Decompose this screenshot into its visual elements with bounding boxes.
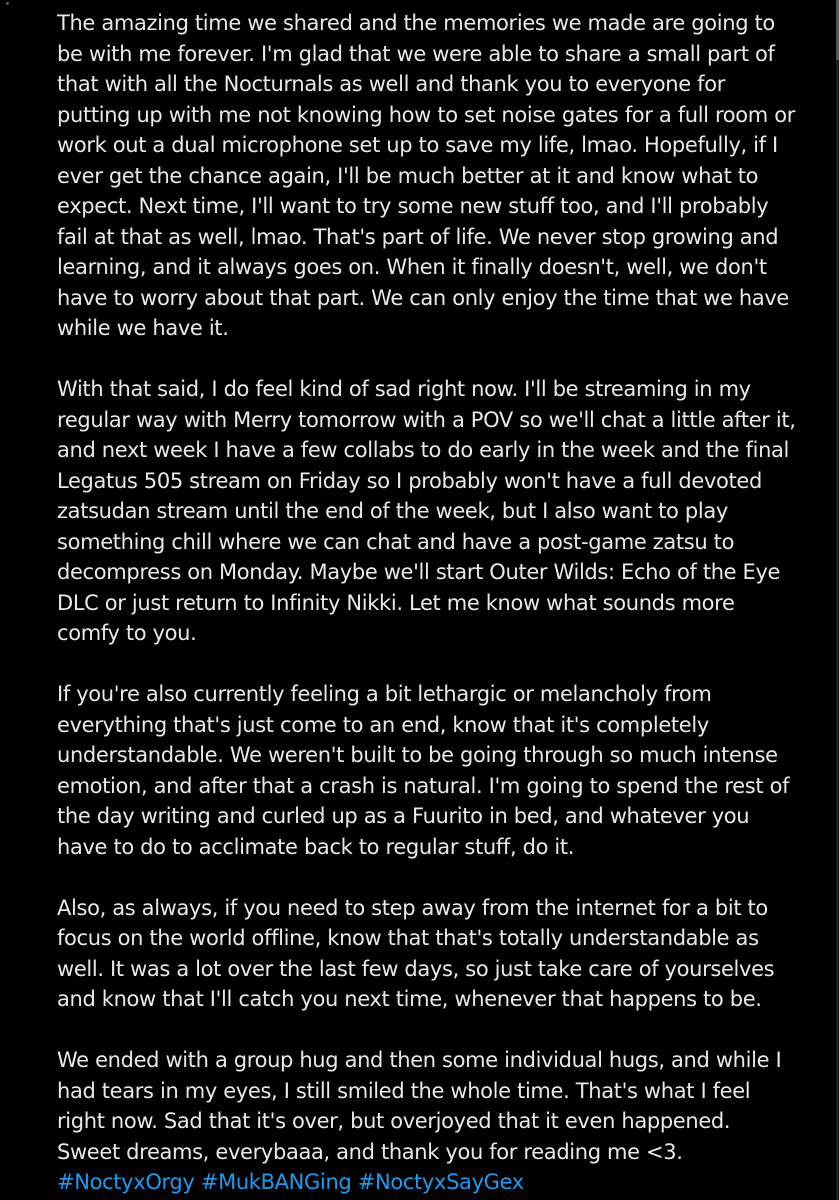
post-paragraph-2: With that said, I do feel kind of sad right now. I'll be streaming in my regular way with Merry tomorrow with a POV so we'll chat a little after it, and next week I have a few collabs to do early in the week and the final Legatus 505 stream on Friday so I probably won't have a full devoted zatsudan stream until the end of the week, but I also want to play something chill where we can chat and have a post-game zatsu to decompress on Monday. Maybe we'll start Outer Wilds: Echo of the Eye DLC or just return to Infinity Nikki. Let me know what sounds more comfy to you. (57, 377, 796, 645)
post-paragraph-5: We ended with a group hug and then some individual hugs, and while I had tears in my eyes, I still smiled the whole time. That's what I feel right now. Sad that it's over, but overjoyed that it even happened. Sweet dreams, everybaaa, and thank you for reading me <3. (57, 1048, 782, 1164)
hashtag-link-noctyxsaygex[interactable]: #NoctyxSayGex (357, 1170, 524, 1194)
hashtag-link-mukbanging[interactable]: #MukBANGing (200, 1170, 352, 1194)
hashtag-link-noctyxorgy[interactable]: #NoctyxOrgy (57, 1170, 195, 1194)
post-text-body (57, 8, 797, 1198)
post-paragraph-3: If you're also currently feeling a bit lethargic or melancholy from everything that's just come to an end, know that it's completely understandable. We weren't built to be going through so much intense emotion, and after that a crash is natural. I'm going to spend the rest of the day writing and curled up as a Fuurito in bed, and whatever you have to do to acclimate back to regular stuff, do it. (57, 682, 790, 859)
post-paragraph-4: Also, as always, if you need to step away from the internet for a bit to focus on the world offline, know that that's totally understandable as well. It was a lot over the last few days, so just take care of yourselves and know that I'll catch you next time, whenever that happens to be. (57, 895, 775, 1011)
hashtag-row (57, 1167, 797, 1198)
post-paragraph-1: The amazing time we shared and the memories we made are going to be with me forever. I'm glad that we were able to share a small part of that with all the Nocturnals as well and thank you to everyone for putting up with me not knowing how to set noise gates for a full room or work out a dual microphone set up to save my life, lmao. Hopefully, if I ever get the chance again, I'll be much better at it and know what to expect. Next time, I'll want to try some new stuff too, and I'll probably fail at that as well, lmao. That's part of life. We never stop growing and learning, and it always goes on. When it finally doesn't, well, we don't have to worry about that part. We can only enjoy the time that we have while we have it. (57, 11, 796, 340)
edge-dot (6, 2, 9, 5)
